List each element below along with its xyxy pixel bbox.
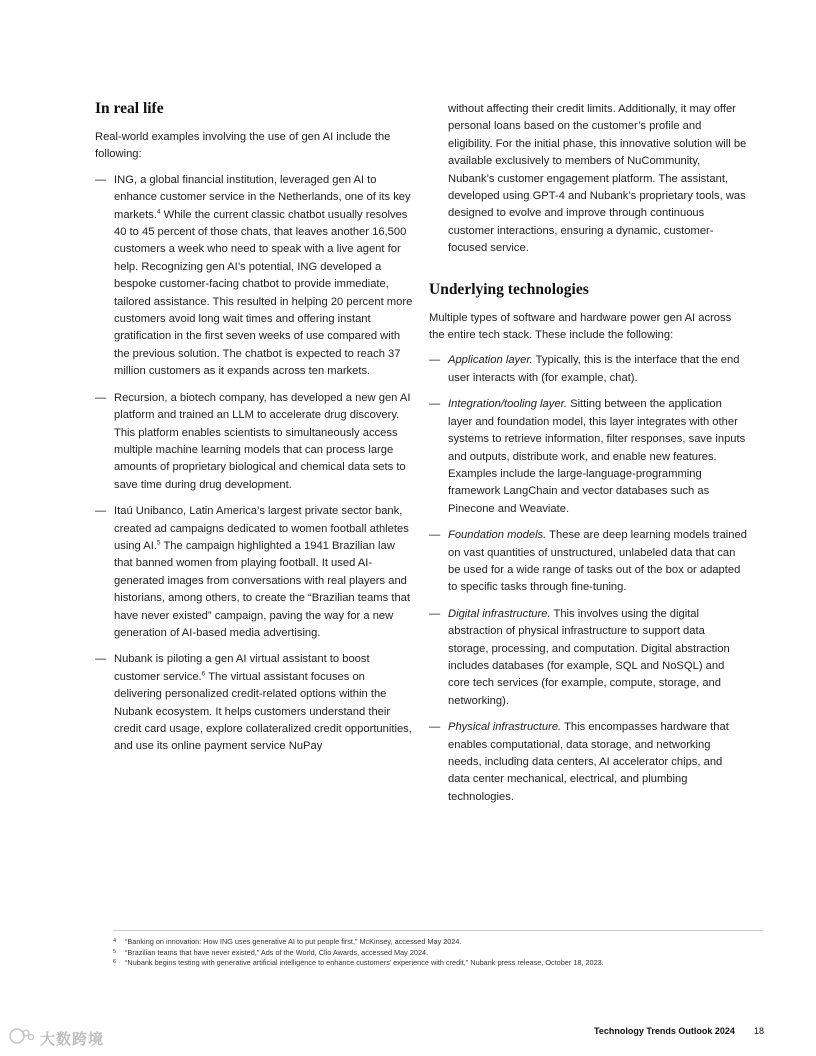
list-item-text: Sitting between the application layer and foundation model, this layer integrates with other systems to retrieve information, filter responses, save inputs and outputs, distribute work, and enable new features. Examples include the large-language-programming framework LangChain and vector databases such as Pinecone and Weaviate. — [448, 398, 746, 515]
footnote-text: “Brazilian teams that have never existed,” Ads of the World, Clio Awards, accessed May 2024. — [125, 947, 429, 957]
footnote-number: 5 — [113, 948, 117, 955]
list-item-term: Digital infrastructure. — [448, 607, 551, 620]
em-dash-bullet: — — [429, 354, 441, 367]
footnote-text: “Banking on innovation: How ING uses generative AI to put people first,” McKinsey, accessed May 2024. — [125, 937, 462, 946]
footnote-text: “Nubank begins testing with generative artificial intelligence to enhance customers’ experience with credit,” Nubank press release, October 18, 2023. — [125, 958, 604, 967]
footnote-number: 4 — [113, 938, 117, 944]
footnote-ref-5[interactable]: 5 — [156, 539, 161, 547]
section-heading-in-real-life: In real life — [95, 100, 164, 117]
list-item-recursion — [95, 390, 413, 494]
footnote-5 — [113, 948, 763, 959]
em-dash-bullet: — — [95, 653, 107, 666]
list-item-ing — [95, 172, 413, 381]
footnote-4 — [113, 937, 763, 948]
section-intro: Multiple types of software and hardware power gen AI across the entire tech stack. These include the following: — [429, 311, 732, 342]
list-item-digital-infrastructure — [429, 606, 747, 710]
watermark — [8, 1027, 118, 1049]
footnote-number: 6 — [113, 959, 117, 965]
list-item-itau — [95, 503, 413, 642]
list-item-text: Typically, this is the interface that the end user interacts with (for example, chat). — [448, 354, 740, 384]
watermark-logo-icon — [8, 1026, 36, 1051]
list-item-text: Itaú Unibanco, Latin America’s largest private sector bank, created ad campaigns dedicated to women football athletes using AI. — [114, 505, 409, 552]
em-dash-bullet: — — [95, 391, 107, 404]
left-column — [95, 99, 413, 765]
em-dash-bullet: — — [429, 721, 441, 734]
list-item-text: Recursion, a biotech company, has developed a new gen AI platform and trained an LLM to accelerate drug discovery. This platform enables scientists to simultaneously access multiple machine learning models that can process large amounts of proprietary biological and chemical data sets to save time during drug development. — [114, 391, 411, 491]
list-item-text: This encompasses hardware that enables computational, data storage, and networking needs, including data centers, AI accelerator chips, and data center mechanical, electrical, and plumbing technologies. — [448, 721, 729, 803]
footnote-6 — [113, 958, 763, 969]
list-item-term: Foundation models. — [448, 529, 547, 542]
list-item-text: These are deep learning models trained on vast quantities of unstructured, unlabeled data that can be used for a wide range of tasks out of the box or adapted to specific tasks through fine-tuning. — [448, 529, 747, 594]
list-item-text: The virtual assistant focuses on delivering personalized credit-related options within the Nubank ecosystem. It helps customers understand their credit card usage, explore collateralized credit opportunities, and use its online payment service NuPay — [114, 670, 412, 753]
em-dash-bullet: — — [429, 529, 441, 542]
list-item-physical-infrastructure — [429, 719, 747, 806]
em-dash-bullet: — — [429, 607, 441, 620]
real-life-examples-list — [95, 172, 413, 756]
list-item-nubank — [95, 651, 413, 755]
list-item-term: Integration/tooling layer. — [448, 398, 567, 411]
section-intro: Real-world examples involving the use of gen AI include the following: — [95, 131, 391, 161]
list-item-text: ING, a global financial institution, leveraged gen AI to enhance customer service in the Netherlands, one of its key markets. — [114, 173, 411, 221]
report-title-footer: Technology Trends Outlook 2024 — [594, 1026, 735, 1036]
list-item-term: Application layer. — [448, 354, 533, 367]
em-dash-bullet: — — [95, 505, 107, 518]
footnote-ref-4[interactable]: 4 — [156, 207, 161, 215]
list-item-text: Nubank is piloting a gen AI virtual assistant to boost customer service. — [114, 653, 370, 683]
right-column — [429, 101, 747, 815]
footnotes — [113, 930, 763, 969]
list-item-application-layer — [429, 352, 747, 387]
section-heading-underlying-technologies: Underlying technologies — [429, 280, 589, 298]
list-item-term: Physical infrastructure. — [448, 721, 562, 734]
list-item-nubank-continuation: without affecting their credit limits. Additionally, it may offer personal loans based on the customer’s profile and eligibility. For the initial phase, this innovative solution will be available exclusively to members of NuCommunity, Nubank’s customer engagement platform. The assistant, developed using GPT-4 and Nubank’s proprietary tools, was designed to evolve and improve through continuous customer interactions, ensuring a dynamic, customer-focused service. — [448, 103, 747, 255]
page-number: 18 — [754, 1026, 765, 1036]
em-dash-bullet: — — [429, 398, 441, 411]
tech-layers-list — [429, 352, 747, 806]
watermark-text: 大数跨境 — [40, 1030, 105, 1048]
list-item-integration-layer — [429, 396, 747, 518]
list-item-text: While the current classic chatbot usually resolves 40 to 45 percent of those chats, that leaves another 16,500 customers a week who need to speak with a live agent for help. Recognizing gen AI’s potential, ING developed a bespoke customer-facing chatbot to provide immediate, tailored assistance. This resulted in helping 20 percent more customers avoid long wait times and offering instant gratification in the first seven weeks of use compared with the previous solution. The chatbot is expected to reach 37 million customers as it expands across ten markets. — [114, 208, 413, 378]
list-item-text: The campaign highlighted a 1941 Brazilian law that banned women from playing football. It used AI-generated images from conversations with real players and historians, among others, to create the “Brazilian teams that have never existed” campaign, paving the way for a new generation of AI-based media advertising. — [114, 539, 410, 639]
footnote-ref-6[interactable]: 6 — [201, 670, 206, 678]
list-item-text: This involves using the digital abstraction of physical infrastructure to support data storage, processing, and computation. Digital abstraction includes databases (for example, SQL and NoSQL) and core tech services (for example, compute, storage, and networking). — [448, 607, 730, 707]
list-item-foundation-models — [429, 527, 747, 597]
em-dash-bullet: — — [95, 173, 107, 186]
